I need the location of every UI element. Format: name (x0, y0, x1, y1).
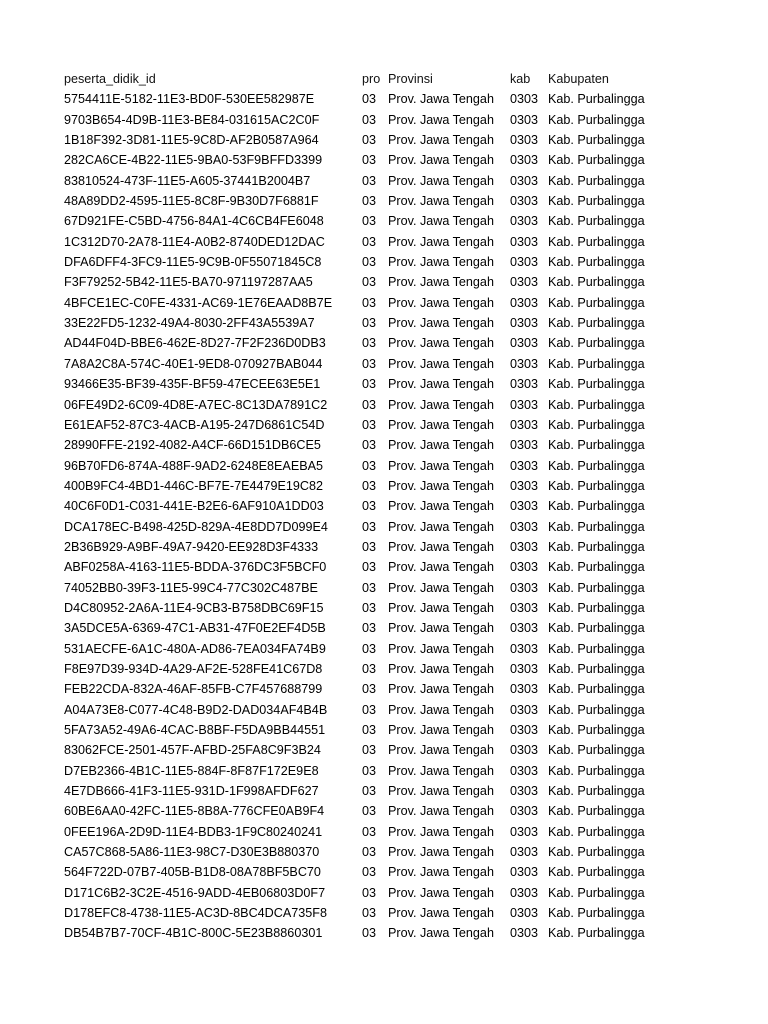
cell-kabupaten: Kab. Purbalingga (548, 458, 645, 473)
cell-pro: 03 (362, 194, 377, 209)
table-row (64, 537, 664, 557)
cell-pro: 03 (362, 580, 377, 595)
cell-provinsi: Prov. Jawa Tengah (388, 234, 494, 249)
cell-peserta-didik-id: 531AECFE-6A1C-480A-AD86-7EA034FA74B9 (64, 641, 326, 656)
cell-kabupaten: Kab. Purbalingga (548, 784, 645, 799)
table-row (64, 578, 664, 598)
data-sheet (64, 69, 664, 944)
cell-kabupaten: Kab. Purbalingga (548, 641, 645, 656)
table-row (64, 130, 664, 150)
cell-provinsi: Prov. Jawa Tengah (388, 112, 494, 127)
table-row (64, 456, 664, 476)
table-row (64, 313, 664, 333)
cell-pro: 03 (362, 295, 377, 310)
cell-peserta-didik-id: ABF0258A-4163-11E5-BDDA-376DC3F5BCF0 (64, 560, 327, 575)
cell-kab: 0303 (510, 560, 539, 575)
table-row (64, 517, 664, 537)
cell-pro: 03 (362, 885, 377, 900)
cell-kabupaten: Kab. Purbalingga (548, 336, 645, 351)
header-pro: pro (362, 72, 381, 86)
cell-kab: 0303 (510, 743, 539, 758)
cell-kab: 0303 (510, 702, 539, 717)
cell-provinsi: Prov. Jawa Tengah (388, 153, 494, 168)
cell-kab: 0303 (510, 499, 539, 514)
cell-pro: 03 (362, 173, 377, 188)
table-row (64, 395, 664, 415)
header-kab: kab (510, 72, 531, 86)
cell-peserta-didik-id: 5754411E-5182-11E3-BD0F-530EE582987E (64, 92, 315, 107)
cell-pro: 03 (362, 865, 377, 880)
table-body (64, 89, 664, 943)
cell-kab: 0303 (510, 845, 539, 860)
cell-peserta-didik-id: 48A89DD2-4595-11E5-8C8F-9B30D7F6881F (64, 194, 319, 209)
cell-kabupaten: Kab. Purbalingga (548, 560, 645, 575)
table-row (64, 720, 664, 740)
cell-kab: 0303 (510, 397, 539, 412)
cell-provinsi: Prov. Jawa Tengah (388, 214, 494, 229)
cell-peserta-didik-id: D178EFC8-4738-11E5-AC3D-8BC4DCA735F8 (64, 906, 327, 921)
header-peserta-didik-id: peserta_didik_id (64, 72, 156, 86)
cell-pro: 03 (362, 560, 377, 575)
table-row (64, 476, 664, 496)
cell-pro: 03 (362, 926, 377, 941)
cell-provinsi: Prov. Jawa Tengah (388, 173, 494, 188)
table-row (64, 496, 664, 516)
table-row (64, 822, 664, 842)
cell-provinsi: Prov. Jawa Tengah (388, 906, 494, 921)
cell-kab: 0303 (510, 316, 539, 331)
cell-kab: 0303 (510, 417, 539, 432)
cell-kab: 0303 (510, 295, 539, 310)
cell-kabupaten: Kab. Purbalingga (548, 153, 645, 168)
cell-peserta-didik-id: 564F722D-07B7-405B-B1D8-08A78BF5BC70 (64, 865, 321, 880)
student-table (64, 69, 664, 944)
cell-provinsi: Prov. Jawa Tengah (388, 194, 494, 209)
cell-pro: 03 (362, 743, 377, 758)
cell-provinsi: Prov. Jawa Tengah (388, 295, 494, 310)
cell-kabupaten: Kab. Purbalingga (548, 885, 645, 900)
table-row (64, 110, 664, 130)
cell-pro: 03 (362, 784, 377, 799)
cell-peserta-didik-id: 28990FFE-2192-4082-A4CF-66D151DB6CE5 (64, 438, 321, 453)
cell-provinsi: Prov. Jawa Tengah (388, 621, 494, 636)
cell-kabupaten: Kab. Purbalingga (548, 194, 645, 209)
cell-kabupaten: Kab. Purbalingga (548, 377, 645, 392)
cell-pro: 03 (362, 641, 377, 656)
cell-pro: 03 (362, 92, 377, 107)
cell-peserta-didik-id: FEB22CDA-832A-46AF-85FB-C7F457688799 (64, 682, 323, 697)
table-row (64, 842, 664, 862)
cell-kabupaten: Kab. Purbalingga (548, 865, 645, 880)
cell-pro: 03 (362, 906, 377, 921)
cell-kab: 0303 (510, 214, 539, 229)
cell-pro: 03 (362, 458, 377, 473)
cell-kab: 0303 (510, 539, 539, 554)
cell-provinsi: Prov. Jawa Tengah (388, 580, 494, 595)
cell-pro: 03 (362, 112, 377, 127)
cell-kab: 0303 (510, 661, 539, 676)
table-row (64, 211, 664, 231)
cell-kabupaten: Kab. Purbalingga (548, 804, 645, 819)
cell-kab: 0303 (510, 336, 539, 351)
cell-peserta-didik-id: 06FE49D2-6C09-4D8E-A7EC-8C13DA7891C2 (64, 397, 328, 412)
cell-kab: 0303 (510, 865, 539, 880)
cell-peserta-didik-id: A04A73E8-C077-4C48-B9D2-DAD034AF4B4B (64, 702, 328, 717)
header-kabupaten: Kabupaten (548, 72, 609, 86)
cell-kab: 0303 (510, 824, 539, 839)
cell-kab: 0303 (510, 784, 539, 799)
cell-kabupaten: Kab. Purbalingga (548, 275, 645, 290)
table-row (64, 781, 664, 801)
table-row (64, 293, 664, 313)
cell-pro: 03 (362, 356, 377, 371)
cell-kabupaten: Kab. Purbalingga (548, 661, 645, 676)
cell-peserta-didik-id: 74052BB0-39F3-11E5-99C4-77C302C487BE (64, 580, 318, 595)
cell-peserta-didik-id: AD44F04D-BBE6-462E-8D27-7F2F236D0DB3 (64, 336, 326, 351)
cell-pro: 03 (362, 234, 377, 249)
cell-provinsi: Prov. Jawa Tengah (388, 336, 494, 351)
table-row (64, 333, 664, 353)
cell-kab: 0303 (510, 723, 539, 737)
table-row (64, 618, 664, 638)
cell-kab: 0303 (510, 763, 539, 778)
cell-pro: 03 (362, 499, 377, 514)
cell-kab: 0303 (510, 519, 539, 534)
cell-peserta-didik-id: 67D921FE-C5BD-4756-84A1-4C6CB4FE6048 (64, 214, 324, 229)
table-row (64, 923, 664, 943)
cell-pro: 03 (362, 397, 377, 412)
cell-peserta-didik-id: 0FEE196A-2D9D-11E4-BDB3-1F9C80240241 (64, 824, 323, 839)
table-row (64, 354, 664, 374)
cell-kabupaten: Kab. Purbalingga (548, 397, 645, 412)
cell-kab: 0303 (510, 458, 539, 473)
cell-peserta-didik-id: DFA6DFF4-3FC9-11E5-9C9B-0F55071845C8 (64, 255, 322, 270)
cell-kabupaten: Kab. Purbalingga (548, 906, 645, 921)
table-row (64, 272, 664, 292)
cell-pro: 03 (362, 824, 377, 839)
cell-peserta-didik-id: D171C6B2-3C2E-4516-9ADD-4EB06803D0F7 (64, 885, 326, 900)
cell-kab: 0303 (510, 153, 539, 168)
cell-peserta-didik-id: 9703B654-4D9B-11E3-BE84-031615AC2C0F (64, 112, 320, 127)
table-row (64, 89, 664, 109)
cell-pro: 03 (362, 478, 377, 493)
table-row (64, 435, 664, 455)
table-row (64, 171, 664, 191)
cell-pro: 03 (362, 539, 377, 554)
cell-kab: 0303 (510, 438, 539, 453)
cell-kabupaten: Kab. Purbalingga (548, 112, 645, 127)
cell-kabupaten: Kab. Purbalingga (548, 682, 645, 697)
table-row (64, 374, 664, 394)
cell-pro: 03 (362, 600, 377, 615)
cell-provinsi: Prov. Jawa Tengah (388, 845, 494, 860)
cell-peserta-didik-id: 400B9FC4-4BD1-446C-BF7E-7E4479E19C82 (64, 478, 324, 493)
table-header (64, 69, 664, 89)
cell-peserta-didik-id: DCA178EC-B498-425D-829A-4E8DD7D099E4 (64, 519, 328, 534)
cell-peserta-didik-id: DB54B7B7-70CF-4B1C-800C-5E23B8860301 (64, 926, 323, 941)
table-row (64, 598, 664, 618)
cell-pro: 03 (362, 275, 377, 290)
cell-provinsi: Prov. Jawa Tengah (388, 824, 494, 839)
cell-pro: 03 (362, 336, 377, 351)
cell-kabupaten: Kab. Purbalingga (548, 316, 645, 331)
cell-provinsi: Prov. Jawa Tengah (388, 397, 494, 412)
cell-kab: 0303 (510, 804, 539, 819)
table-row (64, 883, 664, 903)
cell-peserta-didik-id: 7A8A2C8A-574C-40E1-9ED8-070927BAB044 (64, 356, 323, 371)
table-row (64, 557, 664, 577)
table-row (64, 232, 664, 252)
cell-kabupaten: Kab. Purbalingga (548, 173, 645, 188)
table-row (64, 700, 664, 720)
cell-kabupaten: Kab. Purbalingga (548, 133, 645, 148)
cell-pro: 03 (362, 214, 377, 229)
cell-kabupaten: Kab. Purbalingga (548, 600, 645, 615)
cell-peserta-didik-id: 93466E35-BF39-435F-BF59-47ECEE63E5E1 (64, 377, 321, 392)
cell-provinsi: Prov. Jawa Tengah (388, 682, 494, 697)
cell-pro: 03 (362, 804, 377, 819)
cell-pro: 03 (362, 519, 377, 534)
table-row (64, 801, 664, 821)
cell-kabupaten: Kab. Purbalingga (548, 926, 645, 941)
header-row (64, 69, 664, 89)
cell-peserta-didik-id: 60BE6AA0-42FC-11E5-8B8A-776CFE0AB9F4 (64, 804, 325, 819)
cell-kab: 0303 (510, 682, 539, 697)
cell-provinsi: Prov. Jawa Tengah (388, 499, 494, 514)
cell-provinsi: Prov. Jawa Tengah (388, 865, 494, 880)
cell-pro: 03 (362, 133, 377, 148)
cell-peserta-didik-id: 33E22FD5-1232-49A4-8030-2FF43A5539A7 (64, 316, 315, 331)
cell-peserta-didik-id: 282CA6CE-4B22-11E5-9BA0-53F9BFFD3399 (64, 153, 323, 168)
cell-kabupaten: Kab. Purbalingga (548, 478, 645, 493)
cell-peserta-didik-id: 40C6F0D1-C031-441E-B2E6-6AF910A1DD03 (64, 499, 324, 514)
cell-kabupaten: Kab. Purbalingga (548, 621, 645, 636)
cell-kab: 0303 (510, 92, 539, 107)
cell-kab: 0303 (510, 255, 539, 270)
cell-provinsi: Prov. Jawa Tengah (388, 133, 494, 148)
cell-kab: 0303 (510, 580, 539, 595)
table-row (64, 761, 664, 781)
cell-kabupaten: Kab. Purbalingga (548, 723, 645, 737)
cell-kab: 0303 (510, 600, 539, 615)
header-provinsi: Provinsi (388, 72, 433, 86)
cell-kab: 0303 (510, 275, 539, 290)
cell-provinsi: Prov. Jawa Tengah (388, 275, 494, 290)
cell-kabupaten: Kab. Purbalingga (548, 519, 645, 534)
cell-pro: 03 (362, 661, 377, 676)
cell-kab: 0303 (510, 478, 539, 493)
cell-kabupaten: Kab. Purbalingga (548, 539, 645, 554)
cell-kabupaten: Kab. Purbalingga (548, 255, 645, 270)
cell-peserta-didik-id: 83062FCE-2501-457F-AFBD-25FA8C9F3B24 (64, 743, 321, 758)
cell-kab: 0303 (510, 356, 539, 371)
cell-peserta-didik-id: 2B36B929-A9BF-49A7-9420-EE928D3F4333 (64, 539, 319, 554)
cell-peserta-didik-id: D4C80952-2A6A-11E4-9CB3-B758DBC69F15 (64, 600, 324, 615)
cell-provinsi: Prov. Jawa Tengah (388, 723, 494, 737)
table-row (64, 191, 664, 211)
cell-peserta-didik-id: F3F79252-5B42-11E5-BA70-971197287AA5 (64, 275, 313, 290)
cell-provinsi: Prov. Jawa Tengah (388, 600, 494, 615)
cell-kab: 0303 (510, 112, 539, 127)
cell-kab: 0303 (510, 926, 539, 941)
cell-provinsi: Prov. Jawa Tengah (388, 926, 494, 941)
cell-pro: 03 (362, 438, 377, 453)
cell-peserta-didik-id: 83810524-473F-11E5-A605-37441B2004B7 (64, 173, 311, 188)
cell-kabupaten: Kab. Purbalingga (548, 234, 645, 249)
cell-kabupaten: Kab. Purbalingga (548, 417, 645, 432)
cell-provinsi: Prov. Jawa Tengah (388, 784, 494, 799)
cell-provinsi: Prov. Jawa Tengah (388, 661, 494, 676)
cell-peserta-didik-id: 5FA73A52-49A6-4CAC-B8BF-F5DA9BB44551 (64, 723, 326, 737)
cell-kabupaten: Kab. Purbalingga (548, 824, 645, 839)
cell-pro: 03 (362, 723, 377, 737)
cell-peserta-didik-id: 1B18F392-3D81-11E5-9C8D-AF2B0587A964 (64, 133, 319, 148)
cell-provinsi: Prov. Jawa Tengah (388, 539, 494, 554)
cell-kab: 0303 (510, 621, 539, 636)
cell-pro: 03 (362, 417, 377, 432)
cell-kabupaten: Kab. Purbalingga (548, 845, 645, 860)
cell-kabupaten: Kab. Purbalingga (548, 92, 645, 107)
cell-kab: 0303 (510, 641, 539, 656)
cell-pro: 03 (362, 316, 377, 331)
cell-peserta-didik-id: F8E97D39-934D-4A29-AF2E-528FE41C67D8 (64, 661, 323, 676)
cell-peserta-didik-id: CA57C868-5A86-11E3-98C7-D30E3B880370 (64, 845, 320, 860)
cell-provinsi: Prov. Jawa Tengah (388, 743, 494, 758)
cell-peserta-didik-id: D7EB2366-4B1C-11E5-884F-8F87F172E9E8 (64, 763, 319, 778)
cell-pro: 03 (362, 255, 377, 270)
cell-provinsi: Prov. Jawa Tengah (388, 560, 494, 575)
cell-kabupaten: Kab. Purbalingga (548, 438, 645, 453)
table-row (64, 903, 664, 923)
cell-provinsi: Prov. Jawa Tengah (388, 316, 494, 331)
cell-provinsi: Prov. Jawa Tengah (388, 885, 494, 900)
cell-kabupaten: Kab. Purbalingga (548, 763, 645, 778)
table-row (64, 659, 664, 679)
table-row (64, 740, 664, 760)
cell-kabupaten: Kab. Purbalingga (548, 702, 645, 717)
cell-kabupaten: Kab. Purbalingga (548, 580, 645, 595)
cell-provinsi: Prov. Jawa Tengah (388, 702, 494, 717)
cell-pro: 03 (362, 702, 377, 717)
cell-kab: 0303 (510, 173, 539, 188)
cell-provinsi: Prov. Jawa Tengah (388, 356, 494, 371)
cell-peserta-didik-id: E61EAF52-87C3-4ACB-A195-247D6861C54D (64, 417, 325, 432)
table-row (64, 862, 664, 882)
cell-provinsi: Prov. Jawa Tengah (388, 458, 494, 473)
cell-pro: 03 (362, 845, 377, 860)
cell-provinsi: Prov. Jawa Tengah (388, 92, 494, 107)
cell-peserta-didik-id: 4BFCE1EC-C0FE-4331-AC69-1E76EAAD8B7E (64, 295, 333, 310)
cell-provinsi: Prov. Jawa Tengah (388, 519, 494, 534)
cell-pro: 03 (362, 763, 377, 778)
cell-pro: 03 (362, 377, 377, 392)
table-row (64, 639, 664, 659)
cell-kab: 0303 (510, 234, 539, 249)
cell-kabupaten: Kab. Purbalingga (548, 499, 645, 514)
cell-provinsi: Prov. Jawa Tengah (388, 804, 494, 819)
cell-kab: 0303 (510, 906, 539, 921)
table-row (64, 415, 664, 435)
cell-provinsi: Prov. Jawa Tengah (388, 377, 494, 392)
cell-provinsi: Prov. Jawa Tengah (388, 438, 494, 453)
cell-kabupaten: Kab. Purbalingga (548, 295, 645, 310)
cell-kab: 0303 (510, 194, 539, 209)
cell-kab: 0303 (510, 133, 539, 148)
table-row (64, 150, 664, 170)
cell-kabupaten: Kab. Purbalingga (548, 356, 645, 371)
cell-pro: 03 (362, 682, 377, 697)
cell-provinsi: Prov. Jawa Tengah (388, 641, 494, 656)
cell-provinsi: Prov. Jawa Tengah (388, 763, 494, 778)
cell-kab: 0303 (510, 885, 539, 900)
cell-kabupaten: Kab. Purbalingga (548, 214, 645, 229)
cell-pro: 03 (362, 621, 377, 636)
cell-peserta-didik-id: 1C312D70-2A78-11E4-A0B2-8740DED12DAC (64, 234, 325, 249)
cell-provinsi: Prov. Jawa Tengah (388, 478, 494, 493)
cell-peserta-didik-id: 96B70FD6-874A-488F-9AD2-6248E8EAEBA5 (64, 458, 324, 473)
table-row (64, 679, 664, 699)
cell-peserta-didik-id: 4E7DB666-41F3-11E5-931D-1F998AFDF627 (64, 784, 319, 799)
cell-pro: 03 (362, 153, 377, 168)
cell-peserta-didik-id: 3A5DCE5A-6369-47C1-AB31-47F0E2EF4D5B (64, 621, 326, 636)
cell-provinsi: Prov. Jawa Tengah (388, 255, 494, 270)
table-row (64, 252, 664, 272)
cell-provinsi: Prov. Jawa Tengah (388, 417, 494, 432)
cell-kabupaten: Kab. Purbalingga (548, 743, 645, 758)
cell-kab: 0303 (510, 377, 539, 392)
